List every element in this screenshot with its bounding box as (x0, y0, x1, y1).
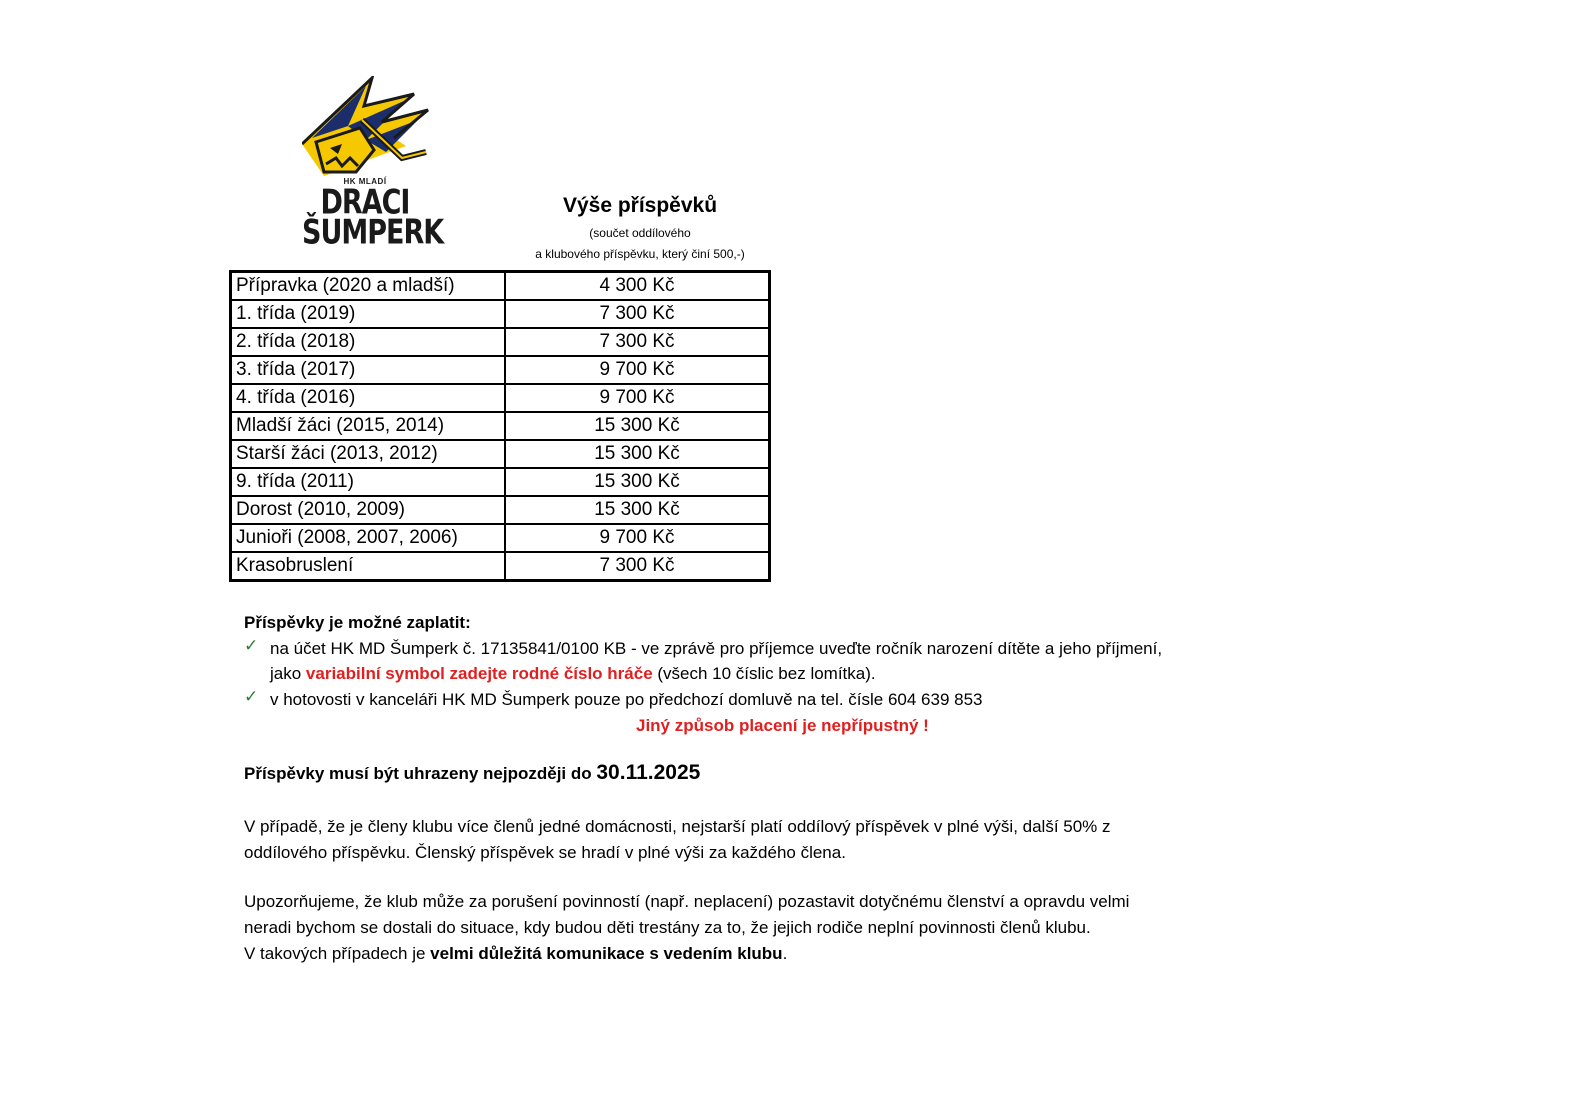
payment-heading: Příspěvky je možné zaplatit: (244, 613, 471, 632)
price-cell: 15 300 Kč (505, 468, 770, 496)
family-note-line-2: oddílového příspěvku. Členský příspěvek se hradí v plné výši za každého člena. (244, 843, 846, 862)
price-cell: 15 300 Kč (505, 496, 770, 524)
table-row (231, 384, 770, 412)
table-row (231, 300, 770, 328)
notice-line-3-prefix: V takových případech je (244, 944, 431, 963)
payment-item-1-line-2 (270, 661, 876, 687)
notice-line-2: neradi bychom se dostali do situace, kdy budou děti trestány za to, že jejich rodiče neplní povinnosti členů klubu. (244, 918, 1091, 937)
price-cell: 7 300 Kč (505, 552, 770, 581)
category-cell: Krasobruslení (231, 552, 506, 581)
table-row (231, 356, 770, 384)
table-row (231, 328, 770, 356)
category-cell: Starší žáci (2013, 2012) (231, 440, 506, 468)
payment-item-1-line-1: na účet HK MD Šumperk č. 17135841/0100 KB - ve zprávě pro příjemce uveďte ročník narození dítěte a jeho příjmení, (270, 639, 1163, 658)
fees-table (229, 270, 771, 582)
club-logo (302, 76, 444, 254)
category-cell: 1. třída (2019) (231, 300, 506, 328)
price-cell: 9 700 Kč (505, 356, 770, 384)
logo-line-2: ŠUMPERK (302, 213, 444, 253)
table-row (231, 412, 770, 440)
page-title: Výše příspěvků (562, 194, 718, 217)
family-note-line-1: V případě, že je členy klubu více členů jedné domácnosti, nejstarší platí oddílový příspěvek v plné výši, další 50% z (244, 817, 1111, 836)
category-cell: Dorost (2010, 2009) (231, 496, 506, 524)
checkmark-icon: ✓ (244, 687, 259, 706)
table-row (231, 468, 770, 496)
payment-item-1-prefix: jako (270, 664, 306, 683)
category-cell: 9. třída (2011) (231, 468, 506, 496)
notice-emphasis: velmi důležitá komunikace s vedením klubu (430, 944, 783, 963)
deadline (244, 760, 700, 787)
notice-line-3 (244, 941, 787, 967)
payment-warning: Jiný způsob placení je nepřípustný ! (636, 716, 929, 735)
deadline-date: 30.11.2025 (596, 761, 701, 784)
price-cell: 15 300 Kč (505, 440, 770, 468)
payment-item-2: v hotovosti v kanceláři HK MD Šumperk pouze po předchozí domluvě na tel. čísle 604 639 853 (270, 690, 983, 709)
price-cell: 4 300 Kč (505, 272, 770, 301)
category-cell: Mladší žáci (2015, 2014) (231, 412, 506, 440)
category-cell: 3. třída (2017) (231, 356, 506, 384)
table-row (231, 496, 770, 524)
price-cell: 7 300 Kč (505, 328, 770, 356)
price-cell: 9 700 Kč (505, 384, 770, 412)
price-cell: 9 700 Kč (505, 524, 770, 552)
table-row (231, 440, 770, 468)
deadline-label: Příspěvky musí být uhrazeny nejpozději do (244, 764, 597, 783)
subtitle-line-1: (součet oddílového (589, 226, 691, 240)
category-cell: 2. třída (2018) (231, 328, 506, 356)
logo-small-text: HK MLADÍ (343, 177, 387, 186)
checkmark-icon: ✓ (244, 636, 259, 655)
category-cell: 4. třída (2016) (231, 384, 506, 412)
logo-line-1: DRACI (320, 183, 410, 223)
table-row (231, 272, 770, 301)
price-cell: 15 300 Kč (505, 412, 770, 440)
table-row (231, 552, 770, 581)
payment-item-1-suffix: (všech 10 číslic bez lomítka). (652, 664, 876, 683)
category-cell: Přípravka (2020 a mladší) (231, 272, 506, 301)
notice-line-1: Upozorňujeme, že klub může za porušení povinností (např. neplacení) pozastavit dotyčnému členství a opravdu velmi (244, 892, 1130, 911)
subtitle-line-2: a klubového příspěvku, který činí 500,-) (535, 247, 745, 261)
category-cell: Junioři (2008, 2007, 2006) (231, 524, 506, 552)
dragon-logo-icon (302, 76, 432, 176)
notice-line-3-suffix: . (782, 944, 788, 963)
price-cell: 7 300 Kč (505, 300, 770, 328)
variable-symbol-highlight: variabilní symbol zadejte rodné číslo hráče (305, 664, 653, 683)
table-row (231, 524, 770, 552)
